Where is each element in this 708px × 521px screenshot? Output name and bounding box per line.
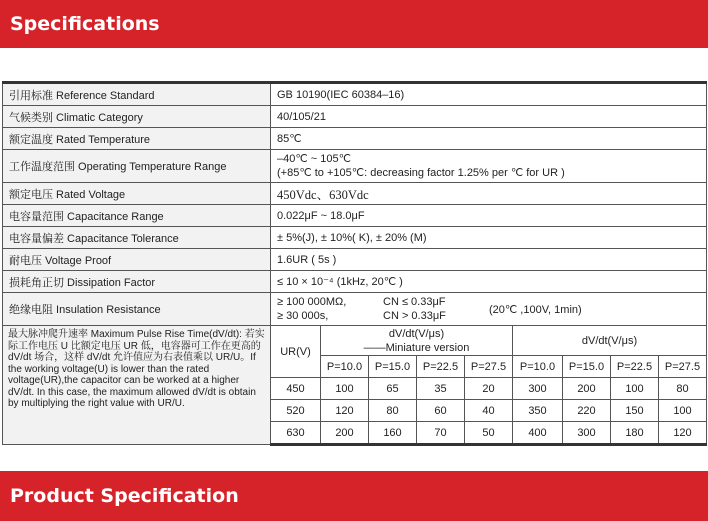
row-climatic-category	[3, 106, 707, 128]
value-cell: 40/105/21	[271, 106, 707, 128]
label-cell: 绝缘电阻 Insulation Resistance	[3, 293, 271, 326]
dvdt-value: 40	[465, 400, 513, 422]
dvdt-value: 80	[659, 378, 707, 400]
dvdt-value: 180	[611, 422, 659, 445]
section-title: Product Specification	[10, 485, 239, 507]
measurement-condition: (20℃ ,100V, 1min)	[489, 303, 582, 316]
resistance-value: ≥ 100 000MΩ,	[277, 296, 347, 308]
dvdt-value: 100	[659, 400, 707, 422]
pitch-header: P=15.0	[369, 356, 417, 378]
dvdt-miniature-header	[321, 326, 513, 356]
dvdt-value: 150	[611, 400, 659, 422]
row-dissipation-factor	[3, 271, 707, 293]
dvdt-unit: dV/dt(V/μs)	[388, 327, 445, 340]
dvdt-value: 65	[369, 378, 417, 400]
dvdt-value: 200	[563, 378, 611, 400]
value-cell: GB 10190(IEC 60384–16)	[271, 83, 707, 106]
capacitance-condition: CN > 0.33μF	[383, 310, 446, 322]
dvdt-standard-header: dV/dt(V/μs)	[513, 326, 707, 356]
dvdt-value: 80	[369, 400, 417, 422]
value-cell: ± 5%(J), ± 10%( K), ± 20% (M)	[271, 227, 707, 249]
pitch-header: P=27.5	[659, 356, 707, 378]
row-rated-voltage	[3, 183, 707, 205]
product-specification-banner	[0, 471, 708, 521]
pitch-header: P=22.5	[611, 356, 659, 378]
label-cell: 气候类别 Climatic Category	[3, 106, 271, 128]
label-cell: 工作温度范围 Operating Temperature Range	[3, 150, 271, 183]
dvdt-value: 300	[513, 378, 563, 400]
dvdt-value: 350	[513, 400, 563, 422]
pitch-header: P=10.0	[513, 356, 563, 378]
value-cell: ≤ 10 × 10⁻⁴ (1kHz, 20℃ )	[271, 271, 707, 293]
capacitance-condition: CN ≤ 0.33μF	[383, 296, 446, 308]
derating-note: (+85℃ to +105℃: decreasing factor 1.25% per ℃ for UR )	[277, 167, 565, 179]
ur-header: UR(V)	[271, 326, 321, 378]
label-cell: 额定温度 Rated Temperature	[3, 128, 271, 150]
dvdt-value: 60	[417, 400, 465, 422]
label-cell: 引用标准 Reference Standard	[3, 83, 271, 106]
dvdt-value: 220	[563, 400, 611, 422]
label-cell: 电容量偏差 Capacitance Tolerance	[3, 227, 271, 249]
row-rated-temperature	[3, 128, 707, 150]
ur-value: 520	[271, 400, 321, 422]
pitch-header: P=22.5	[417, 356, 465, 378]
dvdt-value: 100	[611, 378, 659, 400]
pulse-rise-description: 最大脉冲爬升速率 Maximum Pulse Rise Time(dV/dt): 若实际工作电压 U 比额定电压 UR 低，电容器可工作在更高的 dV/dt 场合，这样 dV/dt 允许值应为右表值乘以 UR/U。If the working voltage(U) is lower than the rated voltage(UR),the capacitor can be worked at a higher dV/dt. In this case, the maximum allowed dV/dt is obtain by multiplying the right value with UR/U.	[3, 326, 271, 445]
pitch-header: P=10.0	[321, 356, 369, 378]
dvdt-value: 200	[321, 422, 369, 445]
temperature-range: –40℃ ~ 105℃	[277, 153, 351, 165]
value-cell: 85℃	[271, 128, 707, 150]
dvdt-value: 35	[417, 378, 465, 400]
row-voltage-proof	[3, 249, 707, 271]
label-cell: 电容量范围 Capacitance Range	[3, 205, 271, 227]
dvdt-value: 300	[563, 422, 611, 445]
value-cell: 0.022μF ~ 18.0μF	[271, 205, 707, 227]
specifications-banner	[0, 0, 708, 48]
dvdt-value: 50	[465, 422, 513, 445]
specifications-table	[2, 81, 707, 446]
row-pulse-header	[3, 326, 707, 356]
dvdt-value: 160	[369, 422, 417, 445]
value-cell: 450Vdc、630Vdc	[271, 183, 707, 205]
row-insulation-resistance	[3, 293, 707, 326]
row-capacitance-tolerance	[3, 227, 707, 249]
section-title: Specifications	[10, 13, 160, 35]
pitch-header: P=15.0	[563, 356, 611, 378]
ur-value: 630	[271, 422, 321, 445]
dvdt-value: 20	[465, 378, 513, 400]
dvdt-value: 70	[417, 422, 465, 445]
ur-value: 450	[271, 378, 321, 400]
value-cell	[271, 150, 707, 183]
dvdt-value: 120	[659, 422, 707, 445]
time-constant-value: ≥ 30 000s,	[277, 310, 329, 322]
dvdt-value: 100	[321, 378, 369, 400]
label-cell: 损耗角正切 Dissipation Factor	[3, 271, 271, 293]
pitch-header: P=27.5	[465, 356, 513, 378]
row-reference-standard	[3, 83, 707, 106]
value-cell: 1.6UR ( 5s )	[271, 249, 707, 271]
row-operating-temperature	[3, 150, 707, 183]
dvdt-value: 120	[321, 400, 369, 422]
value-cell	[271, 293, 707, 326]
label-cell: 额定电压 Rated Voltage	[3, 183, 271, 205]
miniature-version-note: ——Miniature version	[363, 341, 470, 354]
dvdt-value: 400	[513, 422, 563, 445]
label-cell: 耐电压 Voltage Proof	[3, 249, 271, 271]
row-capacitance-range	[3, 205, 707, 227]
